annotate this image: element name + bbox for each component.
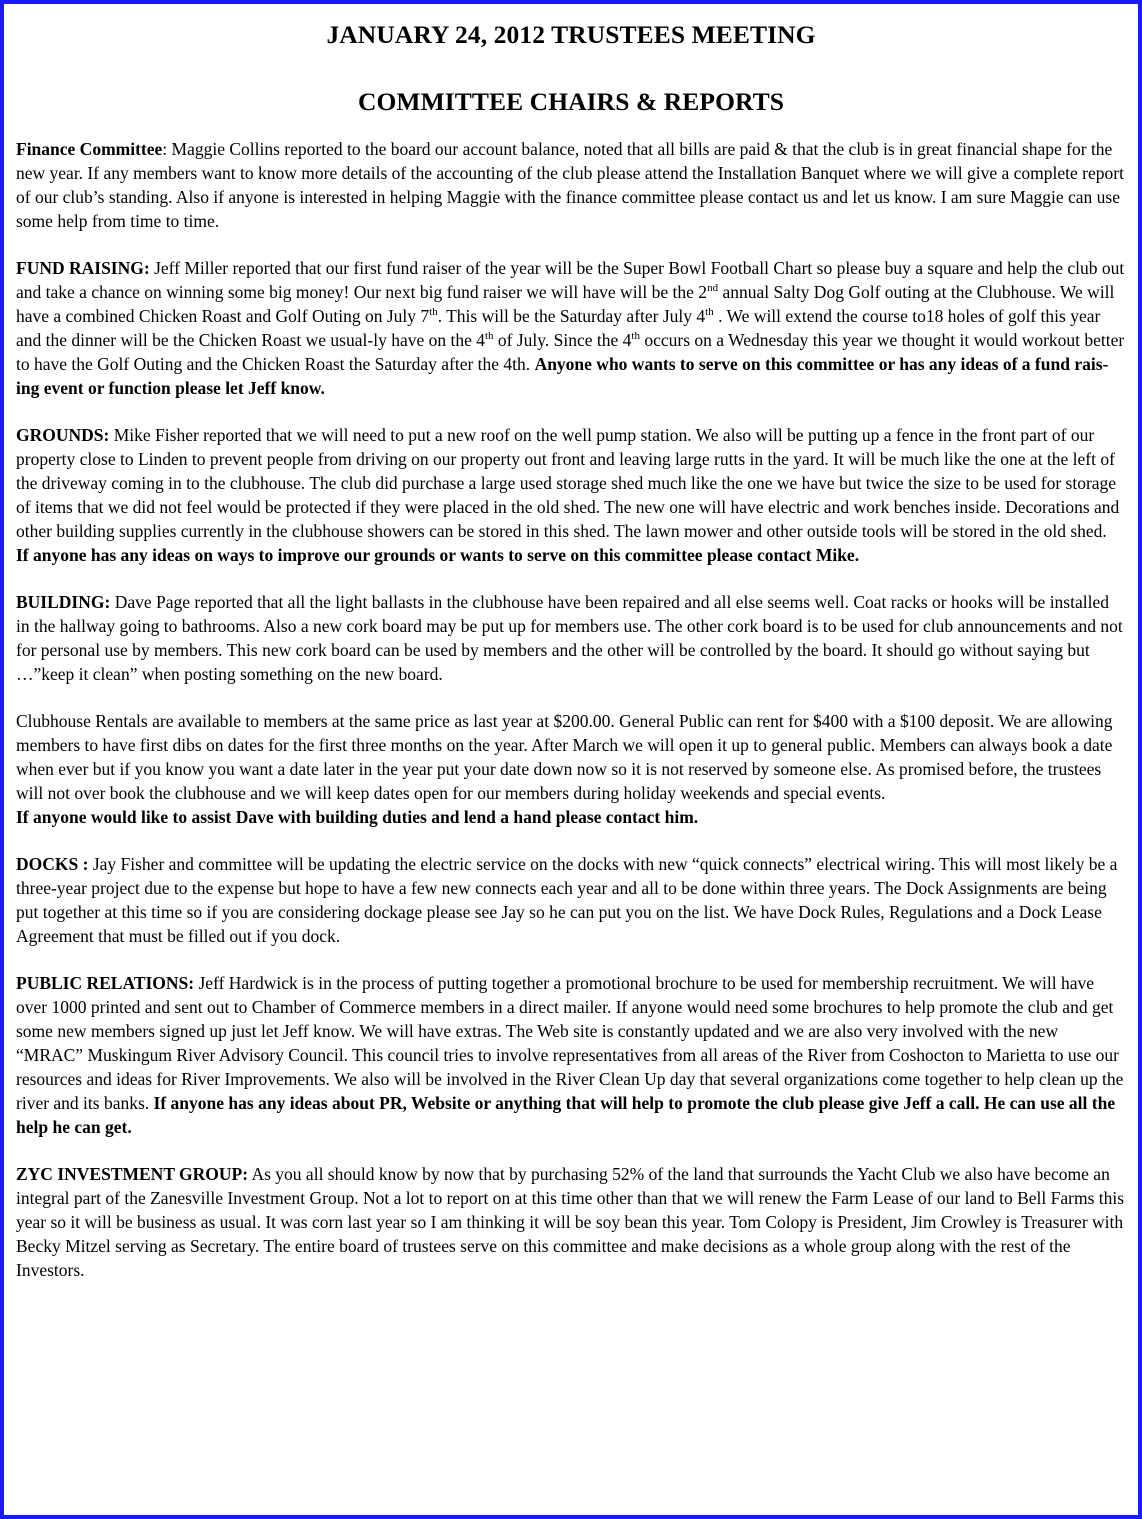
fund-text: Jeff Miller reported that our first fund raiser of the year will be the Super Bowl Football Chart so please buy a square and help the club out and take a chance on winning some big money! Our next big fund raiser we will have will be the 2 (16, 258, 1125, 302)
rentals-callout: If anyone would like to assist Dave with building duties and lend a hand please contact him. (16, 807, 699, 827)
public-relations-heading: PUBLIC RELATIONS: (16, 973, 195, 993)
zyc-investment-text: As you all should know by now that by purchasing 52% of the land that surrounds the Yacht Club we also have become an integral part of the Zanesville Investment Group. Not a lot to report on at this time other than that we will renew the Farm Lease of our land to Bell Farms this year so it will be business as usual. It was corn last year so I am thinking it will be soy bean this year. Tom Colopy is President, Jim Crowley is Treasurer with Becky Mitzel serving as Secretary. The entire board of trustees serve on this committee and make decisions as a whole group along with the rest of the Investors. (16, 1164, 1125, 1280)
docks-heading: DOCKS : (16, 854, 89, 874)
reports-title: COMMITTEE CHAIRS & REPORTS (357, 87, 785, 116)
fund-text: of July. Since the 4 (493, 330, 632, 350)
public-relations-text: Jeff Hardwick is in the process of putting together a promotional brochure to be used for membership recruitment. We will have over 1000 printed and sent out to Chamber of Commerce members in a direct mailer. If anyone would need some brochures to help promote the club and get some new members signed up just let Jeff know. We will have extras. The Web site is constantly updated and we are also very involved with the new “MRAC” Muskingum River Advisory Council. This council tries to involve representatives from all areas of the River from Coshocton to Marietta to use our resources and ideas for River Improvements. We also will be involved in the River Clean Up day that several organizations come together to help clean up the river and its banks. (16, 973, 1124, 1113)
finance-section (16, 137, 1126, 233)
finance-heading: Finance Committee (16, 139, 163, 159)
superscript: th (705, 306, 714, 318)
zyc-investment-heading: ZYC INVESTMENT GROUP: (16, 1164, 249, 1184)
grounds-text: Mike Fisher reported that we will need to put a new roof on the well pump station. We also will be putting up a fence in the front part of our property close to Linden to prevent people from driving on our property out front and leaving large rutts in the yard. It will be much like the one at the left of the driveway coming in to the clubhouse. The club did purchase a large used storage shed much like the one we have but twice the size to be used for storage of items that we did not feel would be protected if they were placed in the old shed. The new one will have electric and work benches inside. Decorations and other building supplies currently in the clubhouse showers can be stored in this shed. The lawn mower and other outside tools will be stored in the old shed. (16, 425, 1120, 541)
fund-text: . This will be the Saturday after July 4 (437, 306, 706, 326)
superscript: th (484, 330, 494, 342)
public-relations-callout: If anyone has any ideas about PR, Website or anything that will help to promote the club please give Jeff a call. He can use all the help he can get. (16, 1093, 1116, 1137)
docks-text: Jay Fisher and committee will be updating the electric service on the docks with new “quick connects” electrical wiring. This will most likely be a three-year project due to the expense but hope to have a few new connects each year and all to be done within three years. The Dock Assignments are being put together at this time so if you are considering dockage please see Jay so he can put you on the list. We have Dock Rules, Regulations and a Dock Lease Agreement that must be filled out if you dock. (16, 854, 1118, 946)
public-relations-section (16, 971, 1126, 1139)
meeting-title: JANUARY 24, 2012 TRUSTEES MEETING (326, 20, 816, 49)
building-heading: BUILDING: (16, 592, 111, 612)
fund-raising-heading: FUND RAISING: (16, 258, 150, 278)
rentals-section (16, 709, 1126, 829)
grounds-section (16, 423, 1126, 567)
fund-text: annual Salty Dog Golf outing at the Clubhouse. We will have a combined Chicken Roast and Golf Outing on July 7 (16, 282, 1115, 326)
building-text: Dave Page reported that all the light ballasts in the clubhouse have been repaired and all else seems well. Coat racks or hooks will be installed in the hallway going to bathrooms. Also a new cork board may be put up for members use. The other cork board is to be used for club announcements and not for personal use by members. This new cork board can be used by members and the other will be controlled by the board. It should go without saying but …”keep it clean” when posting something on the new board. (16, 592, 1123, 684)
fund-text: . We will extend the course to18 holes of golf this year and the dinner will be the Chicken Roast we usual-ly have on the 4 (16, 306, 1101, 350)
superscript: th (631, 330, 640, 342)
zyc-investment-section (16, 1162, 1126, 1282)
finance-text: : Maggie Collins reported to the board our account balance, noted that all bills are paid & that the club is in great financial shape for the new year. If any members want to know more details of the accounting of the club please attend the Installation Banquet where we will give a complete report of our club’s standing. Also if anyone is interested in helping Maggie with the finance committee please contact us and let us know. I am sure Maggie can use some help from time to time. (16, 139, 1124, 231)
rentals-text: Clubhouse Rentals are available to members at the same price as last year at $200.00. General Public can rent for $400 with a $100 deposit. We are allowing members to have first dibs on dates for the first three months on the year. After March we will open it up to general public. Members can always book a date when ever but if you know you want a date later in the year put your date down now so it is not reserved by someone else. As promised before, the trustees will not over book the clubhouse and we will keep dates open for our members during holiday weekends and special events. (16, 711, 1113, 803)
fund-raising-section (16, 256, 1126, 400)
building-section (16, 590, 1126, 686)
fund-text: occurs on a Wednesday this year we thought it would workout better to have the Golf Outing and the Chicken Roast the Saturday after the 4th. (16, 330, 1125, 374)
grounds-heading: GROUNDS: (16, 425, 110, 445)
grounds-callout: If anyone has any ideas on ways to improve our grounds or wants to serve on this committee please contact Mike. (16, 545, 860, 565)
docks-section (16, 852, 1126, 948)
superscript: nd (707, 282, 719, 294)
superscript: th (429, 306, 438, 318)
fund-raising-callout: Anyone who wants to serve on this committee or has any ideas of a fund rais-ing event or function please let Jeff know. (16, 354, 1109, 398)
